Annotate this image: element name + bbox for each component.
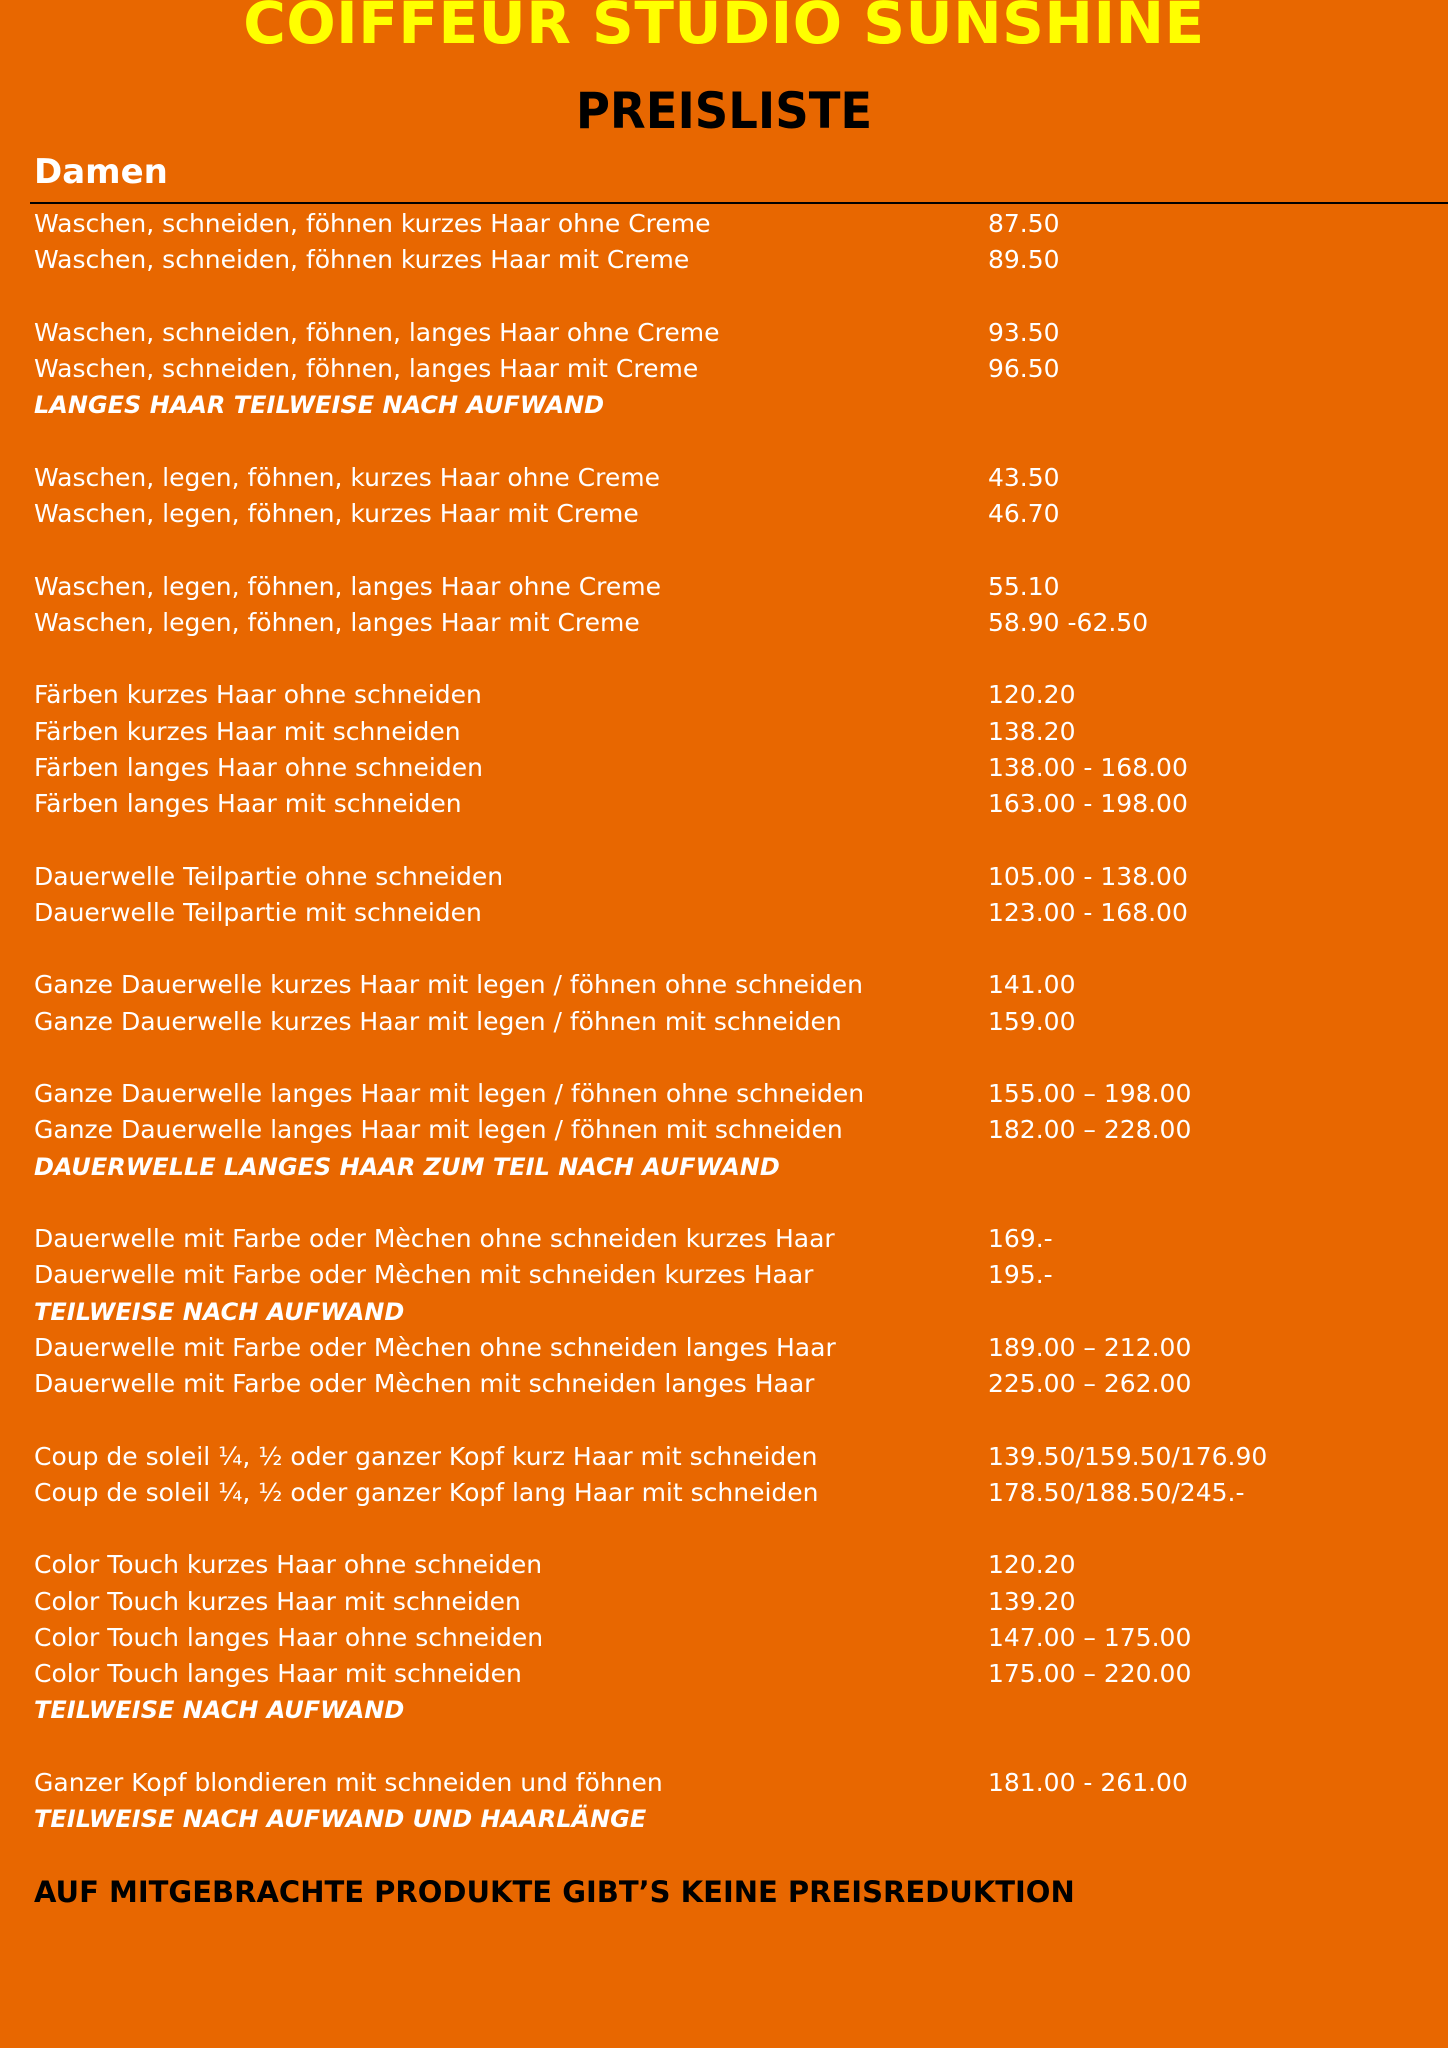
- price-row: [34, 1656, 1448, 1692]
- service-name: Dauerwelle mit Farbe oder Mèchen ohne schneiden langes Haar: [34, 1332, 836, 1362]
- service-name: Ganze Dauerwelle kurzes Haar mit legen / föhnen mit schneiden: [34, 1006, 842, 1036]
- service-price: 89.50: [988, 245, 1060, 275]
- service-price: 181.00 - 261.00: [988, 1767, 1188, 1797]
- service-name: Color Touch kurzes Haar ohne schneiden: [34, 1550, 543, 1580]
- service-price: 169.-: [988, 1224, 1053, 1253]
- service-name: Färben kurzes Haar ohne schneiden: [34, 680, 482, 710]
- service-name: Dauerwelle mit Farbe oder Mèchen mit schneiden kurzes Haar: [34, 1260, 814, 1290]
- service-name: Coup de soleil ¼, ½ oder ganzer Kopf kurz Haar mit schneiden: [34, 1441, 818, 1471]
- service-price: 120.20: [988, 1550, 1076, 1580]
- price-row: [34, 1584, 1448, 1620]
- service-price: 182.00 – 228.00: [988, 1115, 1192, 1145]
- service-price: 139.20: [988, 1586, 1076, 1616]
- service-name: Waschen, legen, föhnen, kurzes Haar ohne Creme: [34, 462, 660, 492]
- price-row: [34, 859, 1448, 895]
- service-price: 46.70: [988, 499, 1060, 528]
- price-list-title: PREISLISTE: [575, 82, 873, 140]
- service-price: 139.50/159.50/176.90: [988, 1441, 1268, 1471]
- service-price: 55.10: [988, 571, 1060, 601]
- price-row: [34, 1004, 1448, 1040]
- price-row: [34, 1765, 1448, 1801]
- price-row: [34, 242, 1448, 278]
- footer-notice: AUF MITGEBRACHTE PRODUKTE GIBT’S KEINE PREISREDUKTION: [34, 1875, 1075, 1909]
- service-name: Waschen, schneiden, föhnen, langes Haar mit Creme: [34, 354, 699, 383]
- service-name: Waschen, legen, föhnen, langes Haar mit Creme: [34, 607, 640, 637]
- service-name: Färben langes Haar mit schneiden: [34, 789, 462, 818]
- service-name: Color Touch langes Haar mit schneiden: [34, 1659, 522, 1688]
- price-row: [34, 1475, 1448, 1511]
- service-name: Färben langes Haar ohne schneiden: [34, 752, 483, 782]
- price-note: TEILWEISE NACH AUFWAND: [34, 1297, 405, 1326]
- service-name: Waschen, legen, föhnen, langes Haar ohne Creme: [34, 571, 662, 601]
- service-name: Dauerwelle mit Farbe oder Mèchen ohne schneiden kurzes Haar: [34, 1224, 835, 1253]
- service-name: Dauerwelle mit Farbe oder Mèchen mit schneiden langes Haar: [34, 1369, 815, 1398]
- service-price: 175.00 – 220.00: [988, 1659, 1192, 1688]
- section-heading-damen: Damen: [34, 152, 168, 192]
- service-price: 138.20: [988, 716, 1076, 746]
- service-price: 87.50: [988, 209, 1060, 238]
- price-row: [34, 496, 1448, 532]
- service-name: Ganze Dauerwelle langes Haar mit legen / föhnen ohne schneiden: [34, 1079, 865, 1108]
- price-row: [34, 1330, 1448, 1366]
- service-name: Waschen, schneiden, föhnen kurzes Haar mit Creme: [34, 245, 690, 275]
- price-row: [34, 1076, 1448, 1112]
- price-row: [34, 351, 1448, 387]
- price-note: LANGES HAAR TEILWEISE NACH AUFWAND: [34, 391, 605, 420]
- service-price: 178.50/188.50/245.-: [988, 1477, 1245, 1507]
- service-price: 138.00 - 168.00: [988, 752, 1188, 782]
- price-row: [34, 1620, 1448, 1656]
- price-row: [34, 967, 1448, 1003]
- service-price: 58.90 -62.50: [988, 607, 1149, 637]
- service-price: 43.50: [988, 462, 1060, 492]
- section-divider: [30, 202, 1448, 204]
- service-name: Waschen, legen, föhnen, kurzes Haar mit Creme: [34, 499, 639, 528]
- service-price: 105.00 - 138.00: [988, 861, 1188, 891]
- service-price: 96.50: [988, 354, 1060, 383]
- salon-name: COIFFEUR STUDIO SUNSHINE: [243, 0, 1205, 57]
- price-row: [34, 1257, 1448, 1293]
- price-row: [34, 1221, 1448, 1257]
- service-name: Ganzer Kopf blondieren mit schneiden und föhnen: [34, 1767, 663, 1797]
- service-price: 147.00 – 175.00: [988, 1622, 1192, 1652]
- price-row: [34, 1112, 1448, 1148]
- price-note: TEILWEISE NACH AUFWAND: [34, 1696, 405, 1725]
- service-name: Waschen, schneiden, föhnen kurzes Haar ohne Creme: [34, 209, 711, 238]
- price-row: [34, 460, 1448, 496]
- price-note: TEILWEISE NACH AUFWAND UND HAARLÄNGE: [34, 1805, 647, 1833]
- price-row: [34, 1547, 1448, 1583]
- service-name: Ganze Dauerwelle langes Haar mit legen / föhnen mit schneiden: [34, 1115, 843, 1145]
- service-price: 141.00: [988, 970, 1076, 1000]
- service-name: Dauerwelle Teilpartie ohne schneiden: [34, 861, 504, 891]
- price-note: DAUERWELLE LANGES HAAR ZUM TEIL NACH AUFWAND: [34, 1152, 780, 1181]
- service-name: Waschen, schneiden, föhnen, langes Haar ohne Creme: [34, 317, 720, 347]
- price-row: [34, 1439, 1448, 1475]
- price-row: [34, 750, 1448, 786]
- service-price: 120.20: [988, 680, 1076, 710]
- service-price: 93.50: [988, 317, 1060, 347]
- service-name: Dauerwelle Teilpartie mit schneiden: [34, 897, 482, 927]
- service-price: 123.00 - 168.00: [988, 897, 1188, 927]
- service-price: 189.00 – 212.00: [988, 1332, 1192, 1362]
- price-row: [34, 315, 1448, 351]
- price-row: [34, 206, 1448, 242]
- price-row: [34, 1366, 1448, 1402]
- price-row: [34, 786, 1448, 822]
- service-name: Ganze Dauerwelle kurzes Haar mit legen / föhnen ohne schneiden: [34, 970, 864, 1000]
- service-price: 163.00 - 198.00: [988, 789, 1188, 818]
- price-row: [34, 895, 1448, 931]
- service-name: Color Touch langes Haar ohne schneiden: [34, 1622, 544, 1652]
- service-price: 195.-: [988, 1260, 1053, 1290]
- service-price: 155.00 – 198.00: [988, 1079, 1192, 1108]
- service-name: Coup de soleil ¼, ½ oder ganzer Kopf lang Haar mit schneiden: [34, 1477, 819, 1507]
- price-row: [34, 605, 1448, 641]
- service-price: 225.00 – 262.00: [988, 1369, 1192, 1398]
- price-row: [34, 569, 1448, 605]
- price-row: [34, 714, 1448, 750]
- service-price: 159.00: [988, 1006, 1076, 1036]
- price-row: [34, 677, 1448, 713]
- service-name: Färben kurzes Haar mit schneiden: [34, 716, 461, 746]
- service-name: Color Touch kurzes Haar mit schneiden: [34, 1586, 521, 1616]
